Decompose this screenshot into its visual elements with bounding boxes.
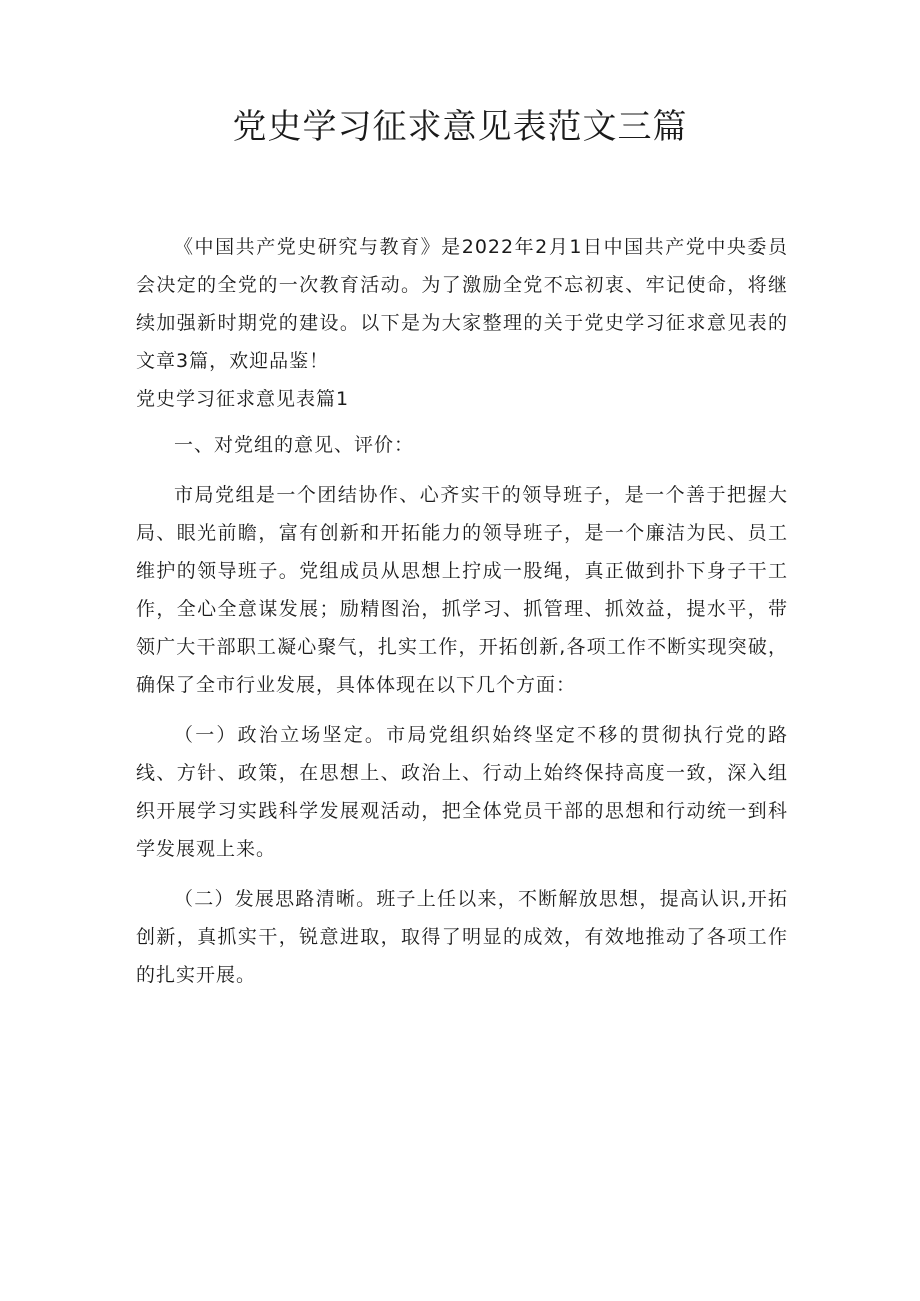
document-title: 党史学习征求意见表范文三篇 — [232, 107, 688, 147]
document-body — [136, 228, 788, 994]
body-paragraph: 市局党组是一个团结协作、心齐实干的领导班子，是一个善于把握大局、眼光前瞻，富有创新和开拓能力的领导班子，是一个廉洁为民、员工维护的领导班子。党组成员从思想上拧成一股绳，真正做到扑下身子干工作，全心全意谋发展；励精图治，抓学习、抓管理、抓效益，提水平，带领广大干部职工凝心聚气，扎实工作，开拓创新,各项工作不断实现突破，确保了全市行业发展，具体体现在以下几个方面： — [136, 484, 788, 696]
section-heading: 党史学习征求意见表篇1 — [136, 388, 350, 410]
subsection-heading: 一、对党组的意见、评价： — [174, 434, 415, 456]
body-paragraph: （二）发展思路清晰。班子上任以来，不断解放思想，提高认识,开拓创新，真抓实干，锐意进取，取得了明显的成效，有效地推动了各项工作的扎实开展。 — [136, 888, 788, 986]
body-paragraph: （一）政治立场坚定。市局党组织始终坚定不移的贯彻执行党的路线、方针、政策，在思想上、政治上、行动上始终保持高度一致，深入组织开展学习实践科学发展观活动，把全体党员干部的思想和行动统一到科学发展观上来。 — [136, 724, 788, 860]
intro-paragraph: 《中国共产党史研究与教育》是2022年2月1日中国共产党中央委员会决定的全党的一次教育活动。为了激励全党不忘初衷、牢记使命，将继续加强新时期党的建设。以下是为大家整理的关于党史学习征求意见表的文章3篇，欢迎品鉴！ — [136, 236, 788, 372]
